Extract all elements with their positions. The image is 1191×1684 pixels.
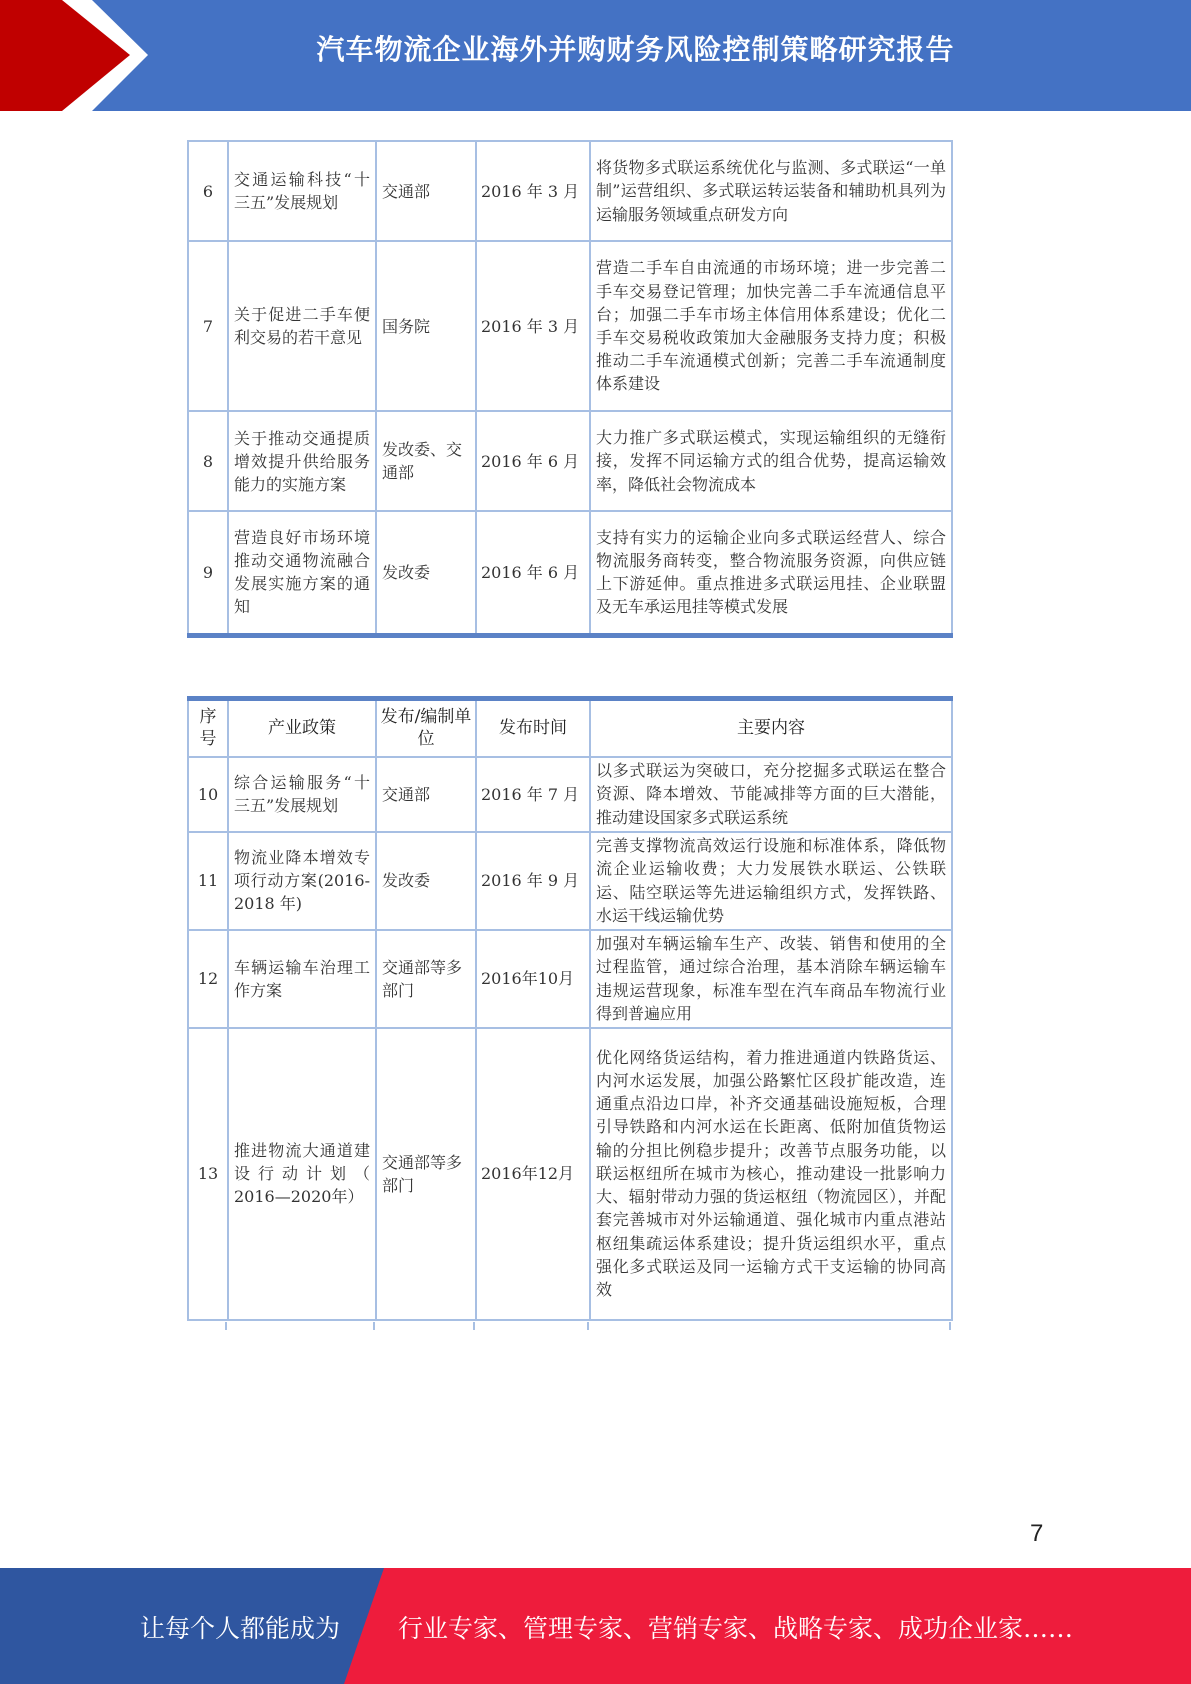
table-row xyxy=(188,1028,952,1320)
page-number: 7 xyxy=(1030,1520,1044,1547)
footer-slogan-left: 让每个人都能成为 xyxy=(140,1614,341,1643)
footer-banner xyxy=(0,1568,1191,1684)
policy-name: 推进物流大通道建设行动计划（ 2016—2020年） xyxy=(228,1028,376,1320)
issuing-unit: 交通部等多部门 xyxy=(376,1028,476,1320)
main-content: 营造二手车自由流通的市场环境；进一步完善二手车交易登记管理；加快完善二手车流通信息平台；加强二手车市场主体信用体系建设；优化二手车交易税收政策加大金融服务支持力度；积极推动二手车流通模式创新；完善二手车流通制度体系建设 xyxy=(590,241,952,411)
issue-date: 2016年12月 xyxy=(476,1028,590,1320)
issue-date: 2016 年 3 月 xyxy=(476,241,590,411)
issue-date: 2016 年 3 月 xyxy=(476,141,590,241)
policy-table-continued xyxy=(187,140,953,638)
main-content: 以多式联运为突破口，充分挖掘多式联运在整合资源、降本增效、节能减排等方面的巨大潜能，推动建设国家多式联运系统 xyxy=(590,757,952,832)
header-content: 主要内容 xyxy=(590,699,952,757)
row-index: 12 xyxy=(188,930,228,1028)
issue-date: 2016年10月 xyxy=(476,930,590,1028)
policy-name: 车辆运输车治理工作方案 xyxy=(228,930,376,1028)
row-index: 10 xyxy=(188,757,228,832)
row-index: 13 xyxy=(188,1028,228,1320)
policy-name: 营造良好市场环境推动交通物流融合发展实施方案的通知 xyxy=(228,511,376,635)
main-content: 完善支撑物流高效运行设施和标准体系，降低物流企业运输收费；大力发展铁水联运、公铁联运、陆空联运等先进运输组织方式，发挥铁路、水运干线运输优势 xyxy=(590,832,952,930)
row-index: 8 xyxy=(188,411,228,511)
issuing-unit: 交通部等多部门 xyxy=(376,930,476,1028)
policy-name: 综合运输服务“十三五”发展规划 xyxy=(228,757,376,832)
row-index: 11 xyxy=(188,832,228,930)
header-banner xyxy=(0,0,1191,111)
main-content: 加强对车辆运输车生产、改装、销售和使用的全过程监管，通过综合治理，基本消除车辆运输车违规运营现象，标准车型在汽车商品车物流行业得到普遍应用 xyxy=(590,930,952,1028)
main-content: 大力推广多式联运模式，实现运输组织的无缝衔接，发挥不同运输方式的组合优势，提高运输效率，降低社会物流成本 xyxy=(590,411,952,511)
footer-slogan-right: 行业专家、管理专家、营销专家、战略专家、成功企业家…… xyxy=(398,1614,1074,1643)
policy-name: 关于促进二手车便利交易的若干意见 xyxy=(228,241,376,411)
policy-name: 物流业降本增效专项行动方案(2016-2018 年) xyxy=(228,832,376,930)
policy-name: 交通运输科技“十三五”发展规划 xyxy=(228,141,376,241)
main-content: 优化网络货运结构，着力推进通道内铁路货运、内河水运发展，加强公路繁忙区段扩能改造，连通重点沿边口岸，补齐交通基础设施短板，合理引导铁路和内河水运在长距离、低附加值货物运输的分担比例稳步提升；改善节点服务功能，以联运枢纽所在城市为核心，推动建设一批影响力大、辐射带动力强的货运枢纽（物流园区），并配套完善城市对外运输通道、强化城市内重点港站枢纽集疏运体系建设；提升货运组织水平，重点强化多式联运及同一运输方式干支运输的协同高效 xyxy=(590,1028,952,1320)
issue-date: 2016 年 7 月 xyxy=(476,757,590,832)
chevron-arrow-icon xyxy=(0,0,160,111)
issuing-unit: 交通部 xyxy=(376,757,476,832)
issuing-unit: 发改委、交通部 xyxy=(376,411,476,511)
table-row xyxy=(188,930,952,1028)
header-unit: 发布/编制单位 xyxy=(376,699,476,757)
table-row xyxy=(188,411,952,511)
issuing-unit: 发改委 xyxy=(376,832,476,930)
table-row xyxy=(188,511,952,635)
table-continuation-edge xyxy=(187,1322,951,1330)
report-title: 汽车物流企业海外并购财务风险控制策略研究报告 xyxy=(316,33,955,66)
issuing-unit: 交通部 xyxy=(376,141,476,241)
row-index: 6 xyxy=(188,141,228,241)
issue-date: 2016 年 6 月 xyxy=(476,511,590,635)
table-row xyxy=(188,141,952,241)
main-content: 支持有实力的运输企业向多式联运经营人、综合物流服务商转变，整合物流服务资源，向供应链上下游延伸。重点推进多式联运甩挂、企业联盟及无车承运甩挂等模式发展 xyxy=(590,511,952,635)
header-date: 发布时间 xyxy=(476,699,590,757)
header-index: 序号 xyxy=(188,699,228,757)
table-row xyxy=(188,241,952,411)
issue-date: 2016 年 9 月 xyxy=(476,832,590,930)
row-index: 9 xyxy=(188,511,228,635)
table-row xyxy=(188,757,952,832)
policy-table xyxy=(187,696,953,1321)
issue-date: 2016 年 6 月 xyxy=(476,411,590,511)
table-row xyxy=(188,832,952,930)
row-index: 7 xyxy=(188,241,228,411)
header-policy: 产业政策 xyxy=(228,699,376,757)
issuing-unit: 国务院 xyxy=(376,241,476,411)
main-content: 将货物多式联运系统优化与监测、多式联运“一单制”运营组织、多式联运转运装备和辅助机具列为运输服务领域重点研发方向 xyxy=(590,141,952,241)
issuing-unit: 发改委 xyxy=(376,511,476,635)
policy-name: 关于推动交通提质增效提升供给服务能力的实施方案 xyxy=(228,411,376,511)
table-header-row xyxy=(188,699,952,757)
